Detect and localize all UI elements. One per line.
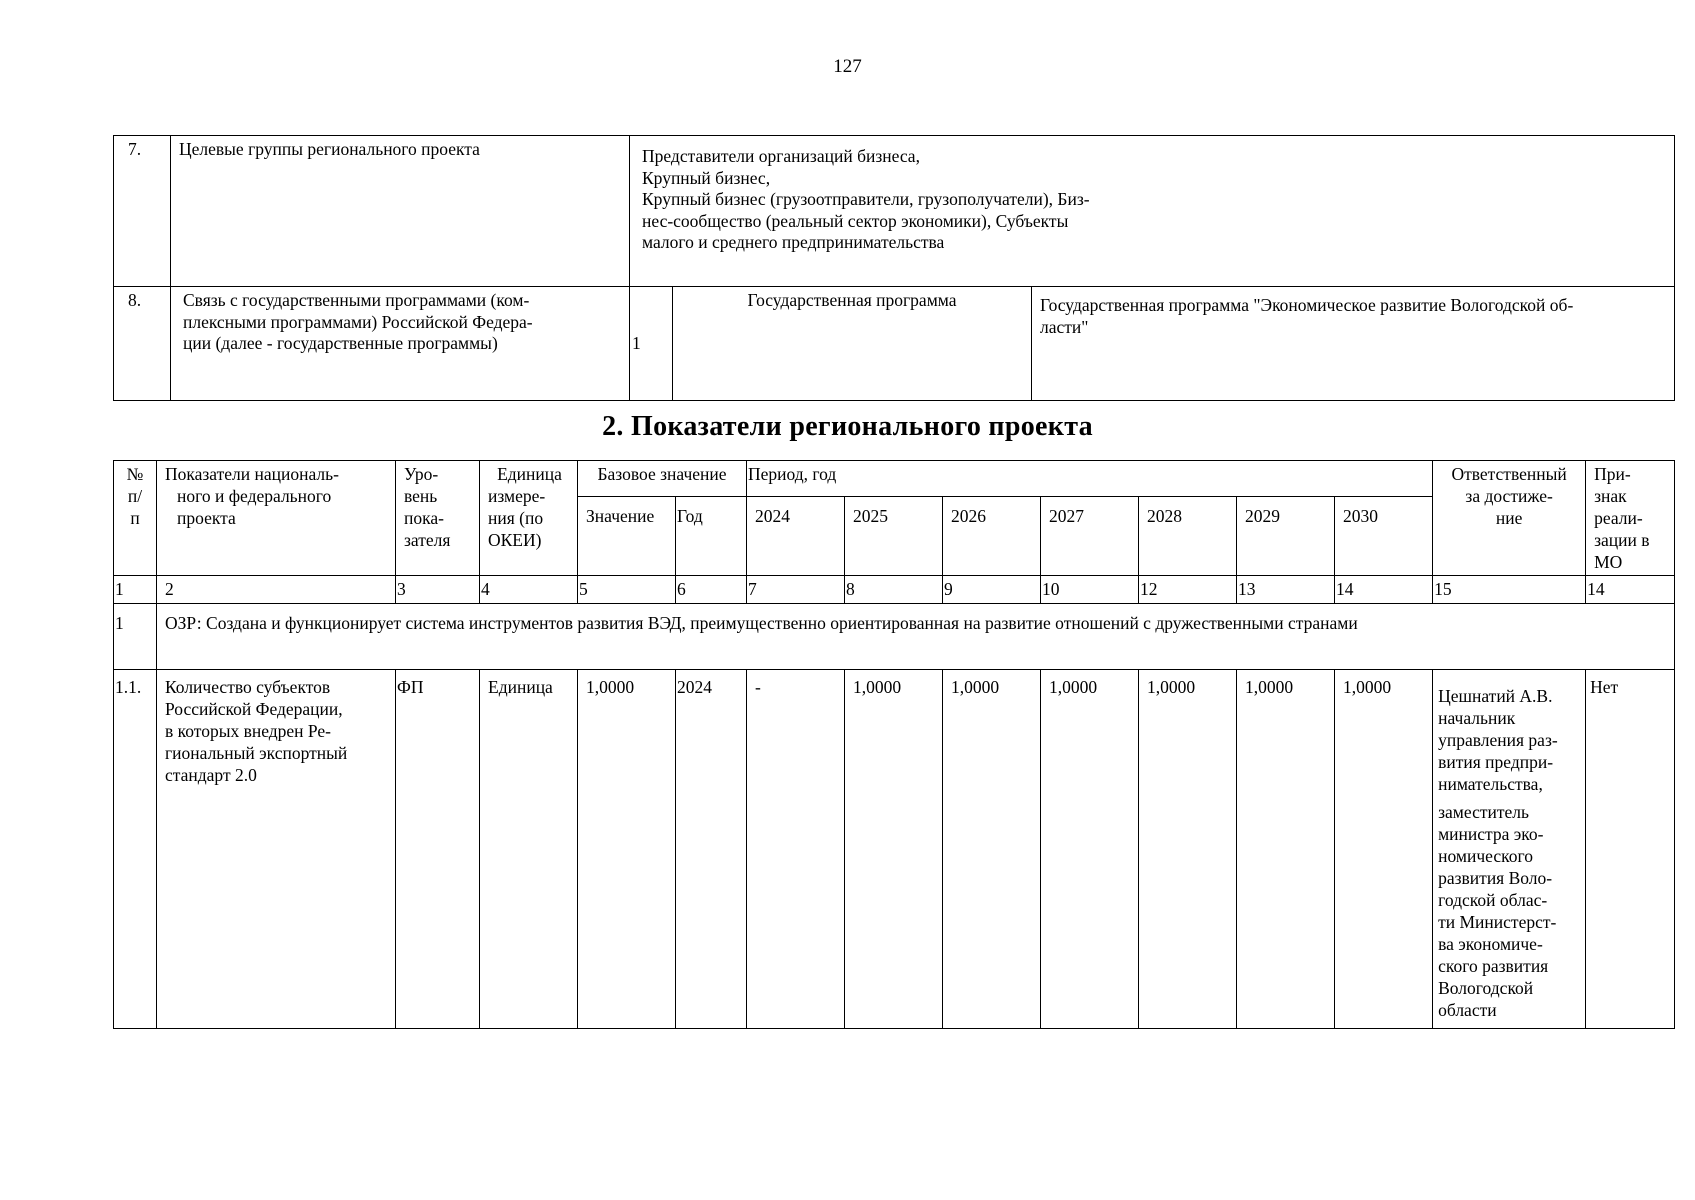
header-base: Базовое значение [578, 461, 747, 497]
row-number: 8. [114, 287, 171, 401]
value-line: малого и среднего предпринимательства [642, 232, 945, 252]
indicator-number: 1.1. [114, 670, 157, 1029]
column-number: 6 [676, 576, 747, 604]
passport-table [113, 135, 1675, 401]
header-level: Уро- вень пока- зателя [396, 461, 480, 576]
program-name [1032, 287, 1675, 401]
header-year: 2030 [1335, 496, 1433, 575]
indicators-table [113, 460, 1675, 1029]
goal-row [114, 604, 1675, 670]
indicator-base-year: 2024 [676, 670, 747, 1029]
column-number: 13 [1237, 576, 1335, 604]
header-base-year: Год [676, 496, 747, 575]
indicator-value: 1,0000 [1335, 670, 1433, 1029]
value-line: Представители организаций бизнеса, [642, 146, 920, 166]
row-label: Целевые группы регионального проекта [171, 136, 630, 287]
column-number: 7 [747, 576, 845, 604]
column-number: 4 [480, 576, 578, 604]
column-number: 8 [845, 576, 943, 604]
goal-text: ОЗР: Создана и функционирует система инструментов развития ВЭД, преимущественно ориентированная на развитие отношений с дружественными странами [157, 604, 1675, 670]
header-sign: При- знак реали- зации в МО [1586, 461, 1675, 576]
column-numbers-row [114, 576, 1675, 604]
indicator-value: 1,0000 [1237, 670, 1335, 1029]
header-responsible: Ответственный за достиже- ние [1433, 461, 1586, 576]
indicator-value: 1,0000 [1041, 670, 1139, 1029]
header-year: 2025 [845, 496, 943, 575]
goal-number: 1 [114, 604, 157, 670]
program-type: Государственная программа [673, 287, 1032, 401]
label-line: плексными программами) Российской Федера- [183, 311, 533, 332]
indicator-sign: Нет [1586, 670, 1675, 1029]
label-line: Связь с государственными программами (ком- [183, 290, 530, 310]
row-state-programs [114, 287, 1675, 401]
column-number: 15 [1433, 576, 1586, 604]
header-year: 2024 [747, 496, 845, 575]
section-title: 2. Показатели регионального проекта [602, 411, 1093, 442]
indicator-responsible [1433, 670, 1586, 1029]
label-line: ции (далее - государственные программы) [183, 333, 498, 353]
program-name-line: ласти" [1040, 316, 1089, 337]
indicator-value: 1,0000 [845, 670, 943, 1029]
column-number: 2 [157, 576, 396, 604]
header-year: 2027 [1041, 496, 1139, 575]
header-period: Период, год [747, 461, 1433, 497]
indicator-value: 1,0000 [1139, 670, 1237, 1029]
page-number: 127 [833, 56, 862, 77]
value-line: Крупный бизнес (грузоотправители, грузополучатели), Биз- [642, 189, 1090, 209]
header-base-value: Значение [578, 496, 676, 575]
column-number: 3 [396, 576, 480, 604]
header-num: № п/ п [114, 461, 157, 576]
row-target-groups [114, 136, 1675, 287]
header-row-1 [114, 461, 1675, 497]
column-number: 12 [1139, 576, 1237, 604]
responsible-position: заместитель министра эко- номического развития Воло- годской облас- ти Министерст- ва экономиче- ского развития Вологодской области [1438, 802, 1557, 1020]
row-number: 7. [114, 136, 171, 287]
indicator-value: - [747, 670, 845, 1029]
column-number: 14 [1586, 576, 1675, 604]
header-year: 2028 [1139, 496, 1237, 575]
header-unit: Единица измере- ния (по ОКЕИ) [480, 461, 578, 576]
column-number: 5 [578, 576, 676, 604]
indicator-level: ФП [396, 670, 480, 1029]
column-number: 1 [114, 576, 157, 604]
indicator-base-value: 1,0000 [578, 670, 676, 1029]
column-number: 14 [1335, 576, 1433, 604]
program-index: 1 [630, 287, 673, 401]
value-line: нес-сообщество (реальный сектор экономики), Субъекты [642, 210, 1069, 231]
value-line: Крупный бизнес, [642, 167, 771, 188]
target-groups-value [630, 136, 1675, 287]
row-label [171, 287, 630, 401]
responsible-person: Цешнатий А.В. начальник управления раз- вития предпри- нимательства, [1438, 686, 1558, 794]
indicator-unit: Единица [480, 670, 578, 1029]
header-indicator: Показатели националь- ного и федерального проекта [157, 461, 396, 576]
indicator-row [114, 670, 1675, 1029]
header-year: 2026 [943, 496, 1041, 575]
column-number: 10 [1041, 576, 1139, 604]
header-year: 2029 [1237, 496, 1335, 575]
column-number: 9 [943, 576, 1041, 604]
program-name-line: Государственная программа "Экономическое развитие Вологодской об- [1040, 295, 1574, 315]
indicator-value: 1,0000 [943, 670, 1041, 1029]
indicator-name: Количество субъектов Российской Федерации, в которых внедрен Ре- гиональный экспортный стандарт 2.0 [157, 670, 396, 1029]
